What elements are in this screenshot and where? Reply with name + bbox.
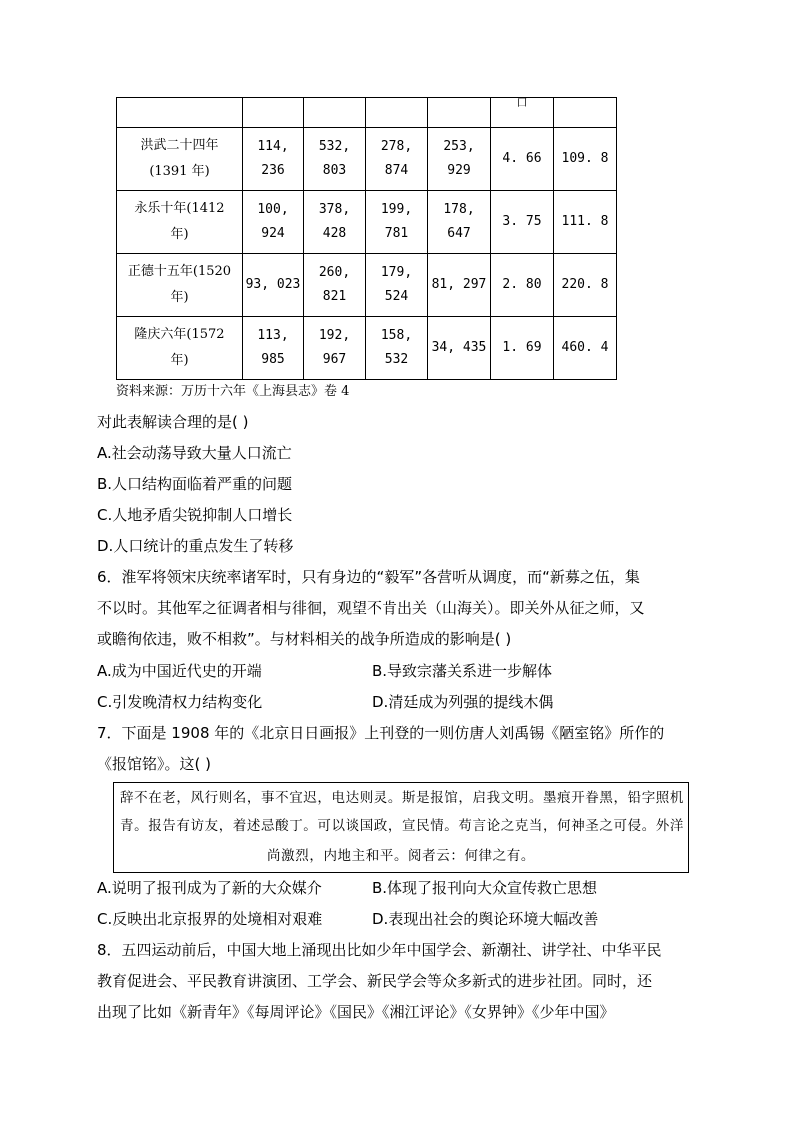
table-cell: 253, 929 — [428, 128, 491, 191]
q6-option-b: B.导致宗藩关系进一步解体 — [372, 662, 553, 680]
q6-option-a: A.成为中国近代史的开端 — [97, 662, 262, 680]
header-fragment: 口 — [516, 95, 528, 109]
table-cell: 114, 236 — [243, 128, 304, 191]
q6-option-c: C.引发晚清权力结构变化 — [97, 693, 263, 711]
table-cell: 378, 428 — [304, 191, 366, 254]
row-label-line: 年) — [170, 227, 189, 242]
question-6-line: 不以时。其他军之征调者相与徘徊，观望不肯出关（山海关）。即关外从征之师，又 — [97, 599, 645, 617]
table-cell: 109. 8 — [554, 128, 617, 191]
table-source-note: 资料来源：万历十六年《上海县志》卷 4 — [116, 384, 350, 399]
quote-line: 青。报告有访友，着述忌酸丁。可以谈国政，宣民情。苟言论之克当，何神圣之可侵。外洋 — [120, 818, 684, 834]
question-8-line: 出现了比如《新青年》《每周评论》《国民》《湘江评论》《女界钟》《少年中国》 — [97, 1003, 615, 1021]
question-7-line: 7．下面是 1908 年的《北京日日画报》上刊登的一则仿唐人刘禹锡《陋室铭》所作的 — [97, 724, 665, 742]
table-cell: 278, 874 — [366, 128, 428, 191]
row-label — [117, 128, 243, 191]
row-label — [117, 191, 243, 254]
row-label — [117, 317, 243, 380]
row-label-line: 洪武二十四年 — [140, 138, 219, 153]
table-cell: 532, 803 — [304, 128, 366, 191]
table-cell: 100, 924 — [243, 191, 304, 254]
table-row — [117, 128, 617, 191]
row-label-line: 正德十五年(1520 — [127, 264, 232, 279]
q5-option-b: B.人口结构面临着严重的问题 — [97, 475, 293, 493]
table-cell — [491, 95, 554, 128]
q6-option-d: D.清廷成为列强的提线木偶 — [372, 693, 554, 711]
table-cell: 111. 8 — [554, 191, 617, 254]
table-cell: 81, 297 — [428, 254, 491, 317]
quote-line: 辞不在老，风行则名，事不宜迟，电达则灵。斯是报馆，启我文明。墨痕开眷黑，铅字照机 — [120, 790, 684, 806]
quote-line: 尚激烈，内地主和平。阅者云：何律之有。 — [267, 848, 535, 864]
q5-option-d: D.人口统计的重点发生了转移 — [97, 537, 294, 555]
table-cell — [554, 98, 617, 128]
question-6-line: 或瞻徇依违，败不相救”。与材料相关的战争所造成的影响是( ) — [97, 630, 512, 648]
question-8-line: 教育促进会、平民教育讲演团、工学会、新民学会等众多新式的进步社团。同时，还 — [97, 972, 653, 990]
table-row — [117, 317, 617, 380]
row-label-line: 年) — [170, 353, 189, 368]
table-cell: 93, 023 — [243, 254, 304, 317]
row-label-line: 隆庆六年(1572 — [134, 327, 225, 342]
question-8-line: 8．五四运动前后，中国大地上涌现出比如少年中国学会、新潮社、讲学社、中华平民 — [97, 941, 662, 959]
q7-option-c: C.反映出北京报界的处境相对艰难 — [97, 910, 323, 928]
row-label-line: (1391 年) — [149, 164, 210, 179]
question-6-line: 6．淮军将领宋庆统率诸军时，只有身边的“毅军”各营听从调度，而“新募之伍，集 — [97, 568, 640, 586]
table-cell — [428, 98, 491, 128]
table-cell — [243, 98, 304, 128]
row-label — [117, 254, 243, 317]
q7-option-b: B.体现了报刊向大众宣传救亡思想 — [372, 879, 598, 897]
table-cell — [304, 98, 366, 128]
table-cell: 178, 647 — [428, 191, 491, 254]
question-7-line: 《报馆铭》。这( ) — [97, 755, 211, 773]
row-label-line: 年) — [170, 290, 189, 305]
table-cell: 3. 75 — [491, 191, 554, 254]
table-row — [117, 254, 617, 317]
row-label-line: 永乐十年(1412 — [134, 201, 225, 216]
question-5-stem: 对此表解读合理的是( ) — [97, 413, 249, 431]
table-cell: 1. 69 — [491, 317, 554, 380]
table-cell: 2. 80 — [491, 254, 554, 317]
q5-option-c: C.人地矛盾尖锐抑制人口增长 — [97, 506, 293, 524]
table-cell: 179, 524 — [366, 254, 428, 317]
population-table — [116, 97, 617, 380]
table-cell: 34, 435 — [428, 317, 491, 380]
table-cell: 199, 781 — [366, 191, 428, 254]
table-header-row — [117, 98, 617, 128]
table-cell: 158, 532 — [366, 317, 428, 380]
q7-option-a: A.说明了报刊成为了新的大众媒介 — [97, 879, 322, 897]
table-cell: 4. 66 — [491, 128, 554, 191]
table-cell — [366, 98, 428, 128]
table-cell: 460. 4 — [554, 317, 617, 380]
quoted-passage-box — [113, 782, 689, 873]
table-cell: 192, 967 — [304, 317, 366, 380]
table-cell: 260, 821 — [304, 254, 366, 317]
table-row — [117, 191, 617, 254]
table-cell — [117, 98, 243, 128]
table-cell: 220. 8 — [554, 254, 617, 317]
q5-option-a: A.社会动荡导致大量人口流亡 — [97, 444, 292, 462]
table-cell: 113, 985 — [243, 317, 304, 380]
q7-option-d: D.表现出社会的舆论环境大幅改善 — [372, 910, 599, 928]
